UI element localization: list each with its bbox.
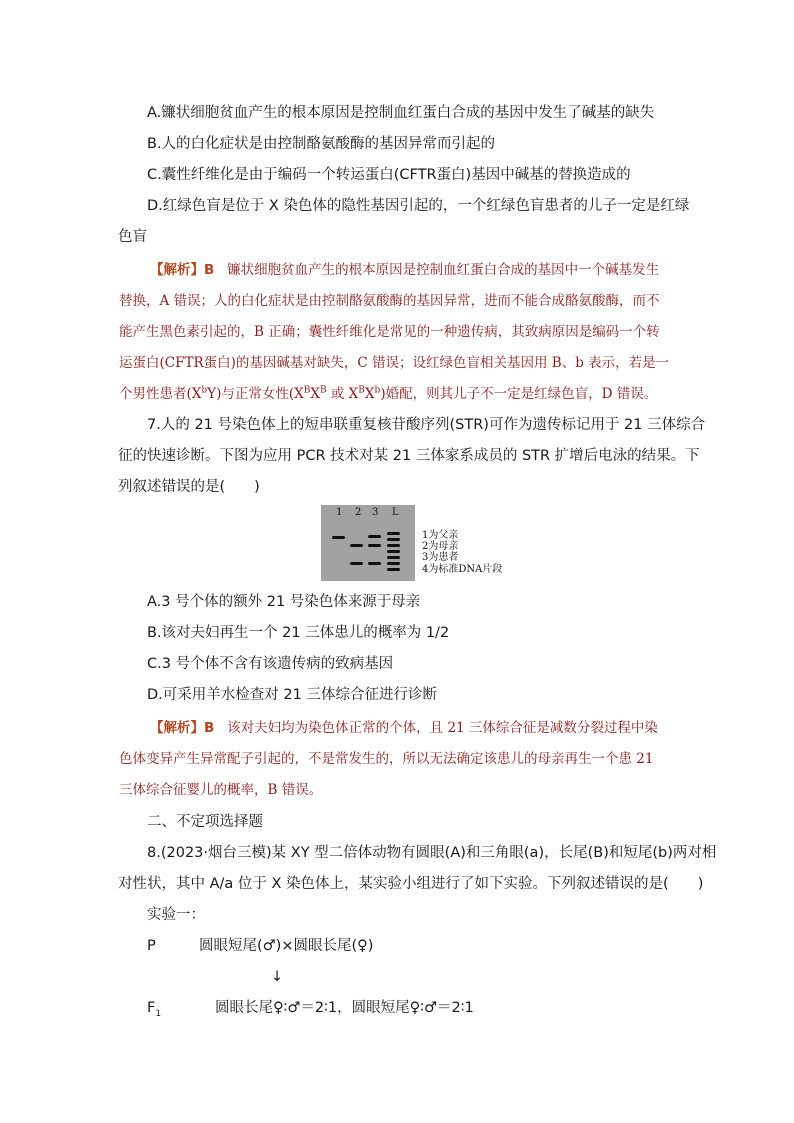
gel-band	[387, 568, 400, 571]
gel-band	[387, 556, 400, 559]
gel-band	[368, 544, 381, 547]
q6-analysis-line5: 个男性患者$(X^bY)$与正常女性($X^BX^B$ 或 $X^BX^b$)婚配，则其儿子不一定是红绿色盲，D 错误。	[119, 385, 658, 402]
section-title: 二、不定项选择题	[147, 814, 263, 830]
gel-band	[332, 536, 345, 539]
gel-lane-label-1: 1	[336, 507, 343, 518]
q7-analysis-line2: 色体变异产生异常配子引起的，不是常发生的，所以无法确定该患儿的母亲再生一个患 21	[119, 751, 654, 767]
q6-option-d-line1: D.红绿色盲是位于 X 染色体的隐性基因引起的，一个红绿色盲患者的儿子一定是红绿	[147, 198, 690, 214]
gel-legend-2: 2为母亲	[422, 541, 459, 552]
q8-f1-label: $F_1$	[147, 1000, 162, 1019]
q7-analysis-tag: 【解析】B	[150, 720, 215, 736]
q7-option-c: C.3 号个体不含有该遗传病的致病基因	[147, 656, 394, 672]
gel-band	[368, 562, 381, 565]
gel-legend-3: 3为患者	[422, 552, 459, 563]
gel-lane-label-3: 3	[372, 507, 379, 518]
gel-band	[387, 544, 400, 547]
q7-option-a: A.3 号个体的额外 21 号染色体来源于母亲	[147, 594, 421, 610]
gel-lane-label-2: 2	[355, 507, 362, 518]
gel-band	[387, 562, 400, 565]
gel-lane-label-L: L	[392, 507, 399, 518]
q6-option-d-line2: 色盲	[118, 229, 147, 245]
q6-analysis-tag: 【解析】B	[150, 262, 215, 278]
gel-band	[350, 544, 363, 547]
q8-parent-cross: 圆眼短尾(♂)×圆眼长尾(♀)	[199, 938, 374, 954]
gel-band	[387, 538, 400, 541]
q6-analysis-line1	[150, 260, 659, 280]
q6-analysis-line4: 运蛋白(CFTR蛋白)的基因碱基对缺失，C 错误；设红绿色盲相关基因用 B、b 表示，若是一	[119, 355, 670, 371]
gel-band	[387, 550, 400, 553]
q6-option-a: A.镰状细胞贫血产生的根本原因是控制血红蛋白合成的基因中发生了碱基的缺失	[147, 105, 655, 121]
q7-option-b: B.该对夫妇再生一个 21 三体患儿的概率为 1/2	[147, 625, 450, 641]
q6-option-b: B.人的白化症状是由控制酪氨酸酶的基因异常而引起的	[147, 136, 496, 152]
gel-band	[387, 532, 400, 535]
q7-option-d: D.可采用羊水检查对 21 三体综合征进行诊断	[147, 687, 437, 703]
gel-legend-4: 4为标准DNA片段	[422, 564, 503, 575]
q8-stem-line2: 对性状，其中 A/a 位于 X 染色体上，某实验小组进行了如下实验。下列叙述错误的是( )	[118, 876, 704, 892]
q7-analysis-line3: 三体综合征婴儿的概率，B 错误。	[119, 782, 323, 798]
q8-f1-result: 圆眼长尾♀∶♂＝2∶1，圆眼短尾♀∶♂＝2∶1	[215, 1000, 474, 1016]
gel-band	[368, 535, 381, 538]
q7-analysis-text1: 该对夫妇均为染色体正常的个体，且 21 三体综合征是减数分裂过程中染	[227, 720, 658, 736]
q6-analysis-text1: 镰状细胞贫血产生的根本原因是控制血红蛋白合成的基因中一个碱基发生	[227, 262, 660, 278]
q7-stem-line2: 征的快速诊断。下图为应用 PCR 技术对某 21 三体家系成员的 STR 扩增后电泳的结果。下	[118, 448, 700, 464]
q7-analysis-line1	[150, 718, 658, 738]
q7-stem-line3: 列叙述错误的是( )	[118, 479, 260, 495]
q6-analysis-line2: 替换，A 错误；人的白化症状是由控制酪氨酸酶的基因异常，进而不能合成酪氨酸酶，而不	[119, 293, 660, 309]
q8-parent-label: P	[147, 938, 156, 954]
q8-experiment-title: 实验一：	[147, 907, 205, 923]
q8-stem-line1: 8.(2023·烟台三模)某 XY 型二倍体动物有圆眼(A)和三角眼(a)，长尾(B)和短尾(b)两对相	[147, 845, 717, 861]
q6-analysis-line3: 能产生黑色素引起的，B 正确；囊性纤维化是常见的一种遗传病，其致病原因是编码一个转	[119, 324, 660, 340]
q7-stem-line1: 7.人的 21 号染色体上的短串联重复核苷酸序列(STR)可作为遗传标记用于 21 三体综合	[147, 417, 706, 433]
gel-band	[350, 562, 363, 565]
q8-cross-arrow: ↓	[271, 969, 284, 985]
electrophoresis-gel-image	[321, 505, 415, 581]
gel-legend-1: 1为父亲	[422, 530, 459, 541]
q6-option-c: C.囊性纤维化是由于编码一个转运蛋白(CFTR蛋白)基因中碱基的替换造成的	[147, 167, 631, 183]
